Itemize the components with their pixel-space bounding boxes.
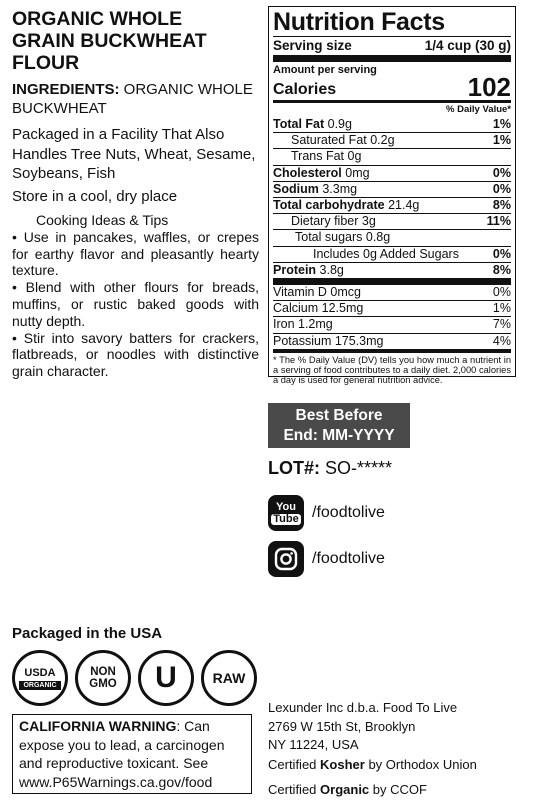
tip-item: • Stir into savory batters for crackers, flatbreads, or noodles with distinctive grain character. (12, 329, 259, 380)
nutrient-percent: 0% (492, 246, 511, 261)
nutrient-amount: 0.2g (366, 133, 395, 148)
instagram-handle: /foodtolive (312, 550, 385, 567)
serving-size-row (273, 36, 511, 55)
warning-label: CALIFORNIA WARNING (19, 718, 177, 734)
kosher-certification (268, 757, 477, 772)
vitamin-name: Potassium 175.3mg (273, 333, 384, 348)
non-gmo-text: GMO (89, 678, 117, 690)
nutrient-row (273, 132, 511, 148)
nutrient-percent: 11% (486, 214, 511, 229)
nutrition-footnote: * The % Daily Value (DV) tells you how much a nutrient in a serving of food contributes to a daily diet. 2,000 calories a day is used for general nutrition advice. (273, 349, 511, 385)
calories-label: Calories (273, 81, 337, 98)
nutrient-amount: 3.3mg (318, 181, 358, 196)
youtube-handle: /foodtolive (312, 504, 385, 521)
instagram-icon (268, 541, 304, 577)
ingredients (12, 80, 262, 118)
nutrient-name: Cholesterol (273, 165, 342, 180)
address-line: NY 11224, USA (268, 737, 359, 752)
cert-text-bold: Kosher (320, 757, 365, 772)
cert-text: Certified (268, 782, 321, 797)
lot-number (268, 457, 392, 479)
nutrient-row (273, 229, 511, 245)
california-warning (12, 714, 252, 794)
packaged-in-usa: Packaged in the USA (12, 625, 163, 642)
youtube-icon-text: Tube (273, 512, 299, 525)
vitamin-percent: 0% (492, 285, 511, 300)
cert-text: Certified (268, 757, 321, 772)
instagram-glyph (274, 547, 298, 571)
nutrient-name: Protein (273, 262, 317, 277)
vitamin-name: Iron 1.2mg (273, 317, 333, 332)
nutrient-amount: 3g (358, 214, 376, 229)
cert-text: by Orthodox Union (364, 757, 477, 772)
cooking-tips (12, 212, 259, 380)
best-before-box (268, 403, 410, 448)
nutrient-name: Saturated Fat (291, 133, 367, 148)
storage-instructions: Store in a cool, dry place (12, 188, 178, 205)
nutrient-amount: 0g (344, 149, 362, 164)
daily-value-header: % Daily Value* (273, 100, 511, 117)
warning-text: : Can expose you to lead, a carcinogen and reproductive toxicant. See www.P65Warnings.ca.gov/food (19, 718, 225, 790)
nutrient-row (273, 213, 511, 229)
nutrient-name: Total Fat (273, 117, 325, 131)
nutrient-name: Total sugars (295, 230, 363, 245)
product-title-line: FLOUR (12, 52, 80, 74)
youtube-icon (268, 495, 304, 531)
ingredients-label: INGREDIENTS: (12, 81, 120, 98)
cert-text: by CCOF (369, 782, 427, 797)
usda-seal-text: USDA (24, 666, 56, 679)
nutrient-amount: 0mg (341, 165, 370, 180)
vitamin-percent: 1% (492, 301, 511, 316)
lot-value: SO-***** (320, 458, 393, 478)
non-gmo-badge (75, 650, 131, 706)
non-gmo-text: NON (90, 666, 116, 678)
nutrient-row (273, 262, 511, 278)
cert-text-bold: Organic (320, 782, 370, 797)
ingredients-value: ORGANIC WHOLE BUCKWHEAT (12, 81, 253, 117)
vitamin-percent: 4% (492, 333, 511, 348)
nutrition-title: Nutrition Facts (273, 8, 445, 36)
company-address (268, 699, 518, 755)
nutrient-name: Dietary fiber (291, 214, 359, 229)
nutrient-row (273, 197, 511, 213)
nutrient-percent: 1% (492, 133, 511, 148)
nutrient-percent: 8% (492, 198, 511, 213)
serving-size-label: Serving size (273, 38, 352, 53)
organic-certification (268, 782, 427, 797)
youtube-icon-text: You (276, 500, 296, 513)
address-line: 2769 W 15th St, Brooklyn (268, 718, 416, 734)
vitamin-row (273, 300, 511, 316)
nutrient-name: Includes 0g Added Sugars (313, 246, 459, 261)
nutrient-amount: 0.9g (324, 117, 352, 131)
nutrient-percent: 1% (492, 117, 511, 131)
usda-seal-band: ORGANIC (19, 681, 60, 690)
address-line: Lexunder Inc d.b.a. Food To Live (268, 700, 458, 715)
serving-size-value: 1/4 cup (30 g) (424, 38, 511, 53)
nutrient-row (273, 246, 511, 262)
nutrient-name: Total carbohydrate (273, 198, 385, 213)
nutrition-facts-panel (268, 6, 516, 385)
best-before-line: Best Before (295, 407, 383, 424)
nutrient-amount: 21.4g (384, 198, 420, 213)
usda-organic-seal (12, 650, 68, 706)
best-before-line: End: MM-YYYY (283, 427, 395, 444)
vitamin-row (273, 285, 511, 300)
kosher-ou-badge (138, 650, 194, 706)
nutrient-name: Sodium (273, 181, 319, 196)
tip-item: • Use in pancakes, waffles, or crepes for earthy flavor and pleasantly hearty texture. (12, 228, 259, 279)
nutrient-name: Trans Fat (291, 149, 345, 164)
nutrient-row (273, 181, 511, 197)
calories-row (273, 74, 511, 100)
cooking-tips-title: Cooking Ideas & Tips (36, 212, 169, 228)
nutrient-percent: 8% (492, 262, 511, 277)
product-title-line: GRAIN BUCKWHEAT (12, 30, 207, 52)
nutrient-percent: 0% (492, 181, 511, 196)
nutrient-amount: 3.8g (316, 262, 344, 277)
lot-label: LOT#: (268, 458, 320, 478)
vitamin-row (273, 333, 511, 349)
nutrient-row (273, 117, 511, 132)
calories-value: 102 (467, 72, 511, 102)
nutrition-divider (273, 55, 511, 62)
product-title-line: ORGANIC WHOLE (12, 8, 183, 30)
product-title (12, 8, 252, 74)
vitamin-percent: 7% (492, 317, 511, 332)
raw-text: RAW (212, 670, 246, 686)
instagram-link (268, 541, 385, 577)
nutrient-row (273, 165, 511, 181)
amount-per-serving: Amount per serving (273, 64, 377, 76)
nutrient-percent: 0% (492, 165, 511, 180)
vitamin-name: Calcium 12.5mg (273, 301, 364, 316)
vitamin-name: Vitamin D 0mcg (273, 285, 361, 300)
youtube-link (268, 495, 385, 531)
tip-item: • Blend with other flours for breads, muffins, or rustic baked goods with nutty depth. (12, 279, 259, 329)
nutrient-row (273, 148, 511, 164)
vitamin-row (273, 316, 511, 332)
nutrition-divider (273, 278, 511, 285)
kosher-symbol: U (155, 661, 177, 694)
allergen-statement: Packaged in a Facility That Also Handles Tree Nuts, Wheat, Sesame, Soybeans, Fish (12, 126, 256, 182)
raw-badge (201, 650, 257, 706)
nutrient-amount: 0.8g (362, 230, 391, 245)
